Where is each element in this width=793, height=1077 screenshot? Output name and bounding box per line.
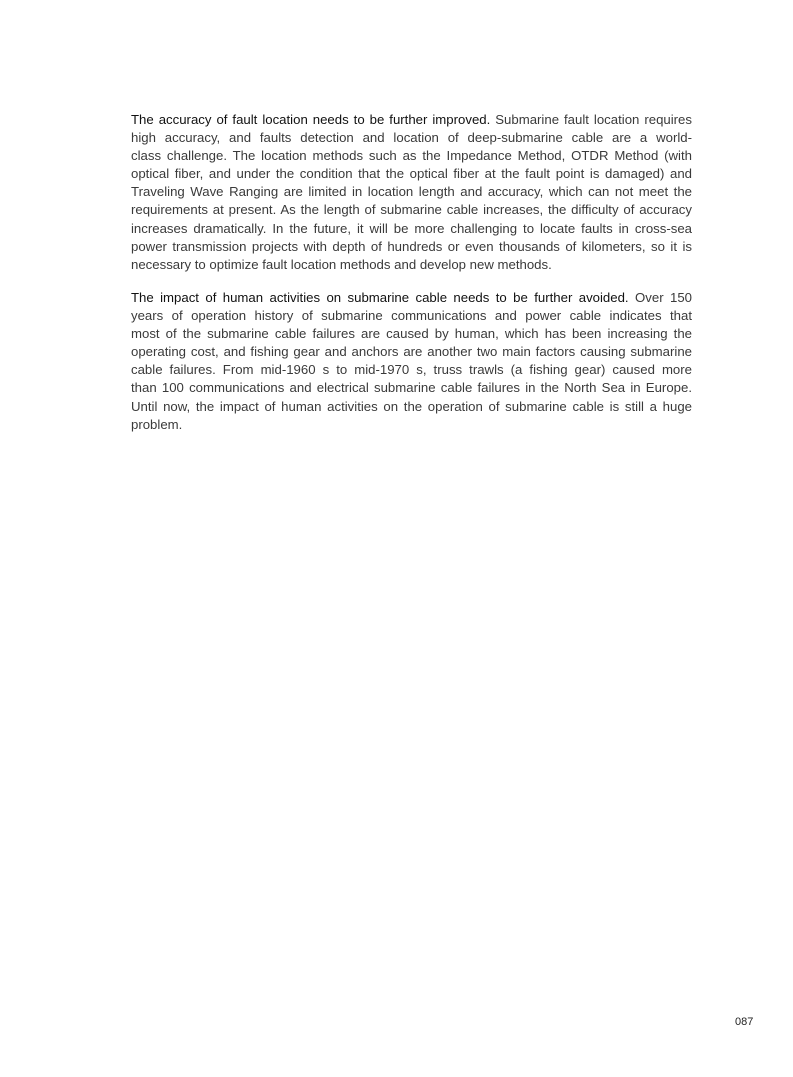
paragraph-line	[131, 289, 692, 307]
paragraph-line	[131, 111, 692, 129]
paragraph-line: cable failures. From mid-1960 s to mid-1970 s, truss trawls (a fishing gear) caused more	[131, 362, 692, 378]
paragraph-lead: The impact of human activities on submarine cable needs to be further avoided.	[131, 290, 629, 305]
paragraph-line: requirements at present. As the length of submarine cable increases, the difficulty of accuracy	[131, 202, 692, 218]
paragraph-line: Until now, the impact of human activities on the operation of submarine cable is still a huge	[131, 398, 692, 414]
paragraph-line: necessary to optimize fault location methods and develop new methods.	[131, 256, 552, 272]
paragraph-line: power transmission projects with depth of hundreds or even thousands of kilometers, so it is	[131, 238, 692, 254]
paragraph-line: problem.	[131, 416, 183, 432]
paragraph-text: Submarine fault location requires	[490, 112, 692, 127]
paragraph-fault-location-accuracy	[131, 111, 692, 274]
paragraph-human-activities-impact	[131, 289, 692, 434]
paragraph-line: class challenge. The location methods such as the Impedance Method, OTDR Method (with	[131, 148, 692, 164]
paragraph-lead: The accuracy of fault location needs to be further improved.	[131, 112, 491, 127]
paragraph-line: increases dramatically. In the future, it will be more challenging to locate faults in cross-sea	[131, 220, 692, 236]
paragraph-line: than 100 communications and electrical submarine cable failures in the North Sea in Europe.	[131, 380, 692, 396]
paragraph-line: operating cost, and fishing gear and anchors are another two main factors causing submarine	[131, 344, 692, 360]
paragraph-line: years of operation history of submarine communications and power cable indicates that	[131, 308, 692, 324]
paragraph-text: Over 150	[628, 290, 692, 305]
page-number: 087	[735, 1016, 754, 1028]
paragraph-line: Traveling Wave Ranging are limited in location length and accuracy, which can not meet the	[131, 184, 692, 200]
paragraph-line: high accuracy, and faults detection and location of deep-submarine cable are a world-	[131, 130, 692, 146]
paragraph-line: most of the submarine cable failures are caused by human, which has been increasing the	[131, 326, 692, 342]
paragraph-line: optical fiber, and under the condition that the optical fiber at the fault point is damaged) and	[131, 166, 692, 182]
